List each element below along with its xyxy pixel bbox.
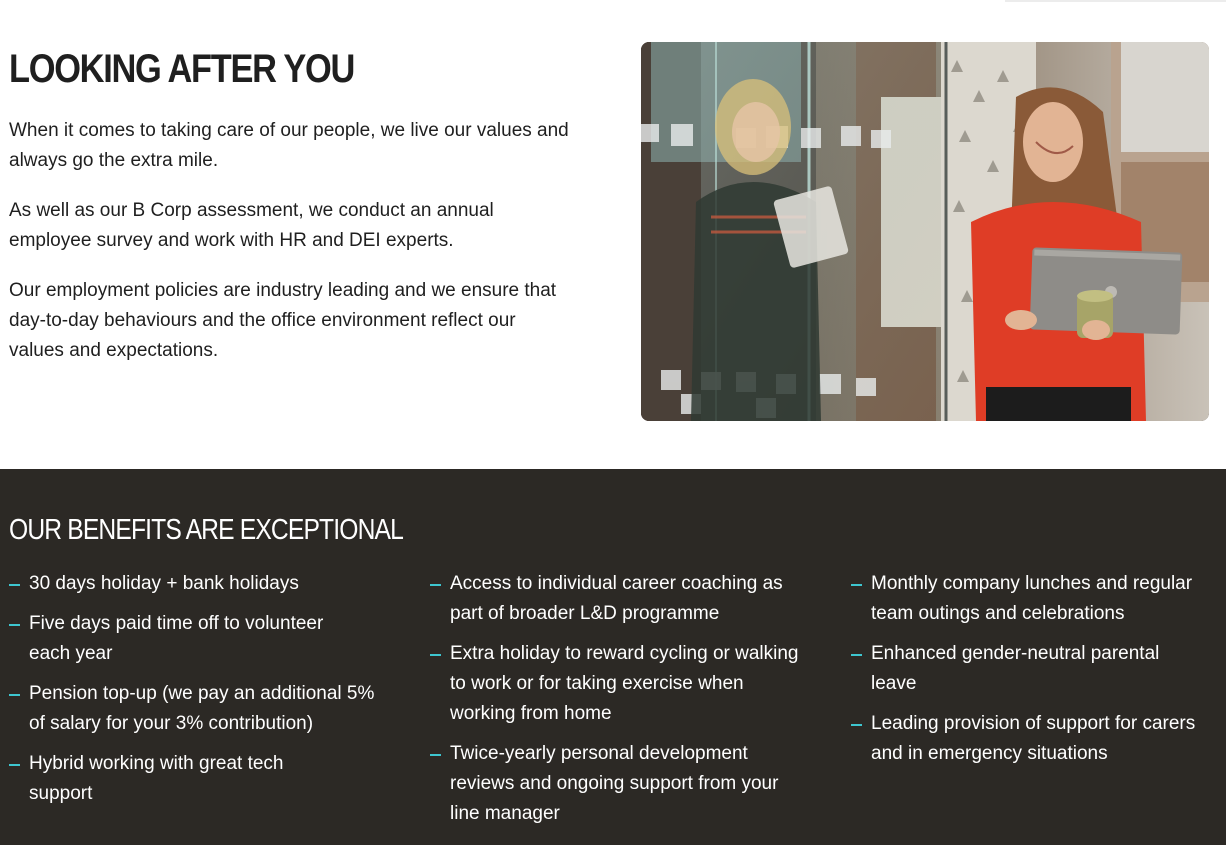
intro-paragraph-1: When it comes to taking care of our people, we live our values and always go the extra mile. [9, 120, 569, 171]
benefit-text: Leading provision of support for carers and in emergency situations [871, 713, 1196, 764]
benefit-text: Extra holiday to reward cycling or walking to work or for taking exercise when working from home [450, 643, 799, 724]
benefit-item [851, 709, 1216, 769]
benefit-text: Monthly company lunches and regular team outings and celebrations [871, 573, 1193, 624]
benefit-item [9, 679, 389, 739]
section-title: LOOKING AFTER YOU [9, 47, 355, 91]
benefit-text: Access to individual career coaching as part of broader L&D programme [450, 573, 783, 624]
dash-bullet-icon [9, 694, 20, 696]
office-photo-illustration [641, 42, 1209, 421]
benefit-item [9, 609, 359, 669]
dash-bullet-icon [9, 764, 20, 766]
benefit-item [430, 569, 800, 629]
dash-bullet-icon [430, 654, 441, 656]
benefit-text: Twice-yearly personal development reviews and ongoing support from your line manager [450, 743, 779, 824]
dash-bullet-icon [9, 624, 20, 626]
benefit-item [430, 739, 790, 829]
intro-block [9, 44, 589, 386]
dash-bullet-icon [851, 584, 862, 586]
intro-paragraph-2: As well as our B Corp assessment, we conduct an annual employee survey and work with HR and DEI experts. [9, 200, 494, 251]
benefit-text: 30 days holiday + bank holidays [29, 573, 299, 594]
dash-bullet-icon [851, 654, 862, 656]
benefit-text: Five days paid time off to volunteer each year [29, 613, 324, 664]
benefit-item [851, 639, 1201, 699]
dash-bullet-icon [9, 584, 20, 586]
benefits-column-2 [430, 569, 800, 839]
benefits-title: OUR BENEFITS ARE EXCEPTIONAL [9, 514, 403, 546]
benefit-text: Hybrid working with great tech support [29, 753, 284, 804]
benefit-item [430, 639, 805, 729]
benefit-text: Enhanced gender-neutral parental leave [871, 643, 1160, 694]
benefit-item [851, 569, 1226, 629]
intro-paragraph-3: Our employment policies are industry leading and we ensure that day-to-day behaviours and the office environment reflect our values and expectations. [9, 280, 557, 361]
benefits-column-1 [9, 569, 389, 819]
benefit-item [9, 569, 389, 599]
dash-bullet-icon [430, 584, 441, 586]
top-divider [1005, 0, 1226, 2]
benefits-column-3 [851, 569, 1221, 779]
benefit-item [9, 749, 329, 809]
office-photo [641, 42, 1209, 421]
dash-bullet-icon [430, 754, 441, 756]
benefit-text: Pension top-up (we pay an additional 5% of salary for your 3% contribution) [29, 683, 375, 734]
dash-bullet-icon [851, 724, 862, 726]
